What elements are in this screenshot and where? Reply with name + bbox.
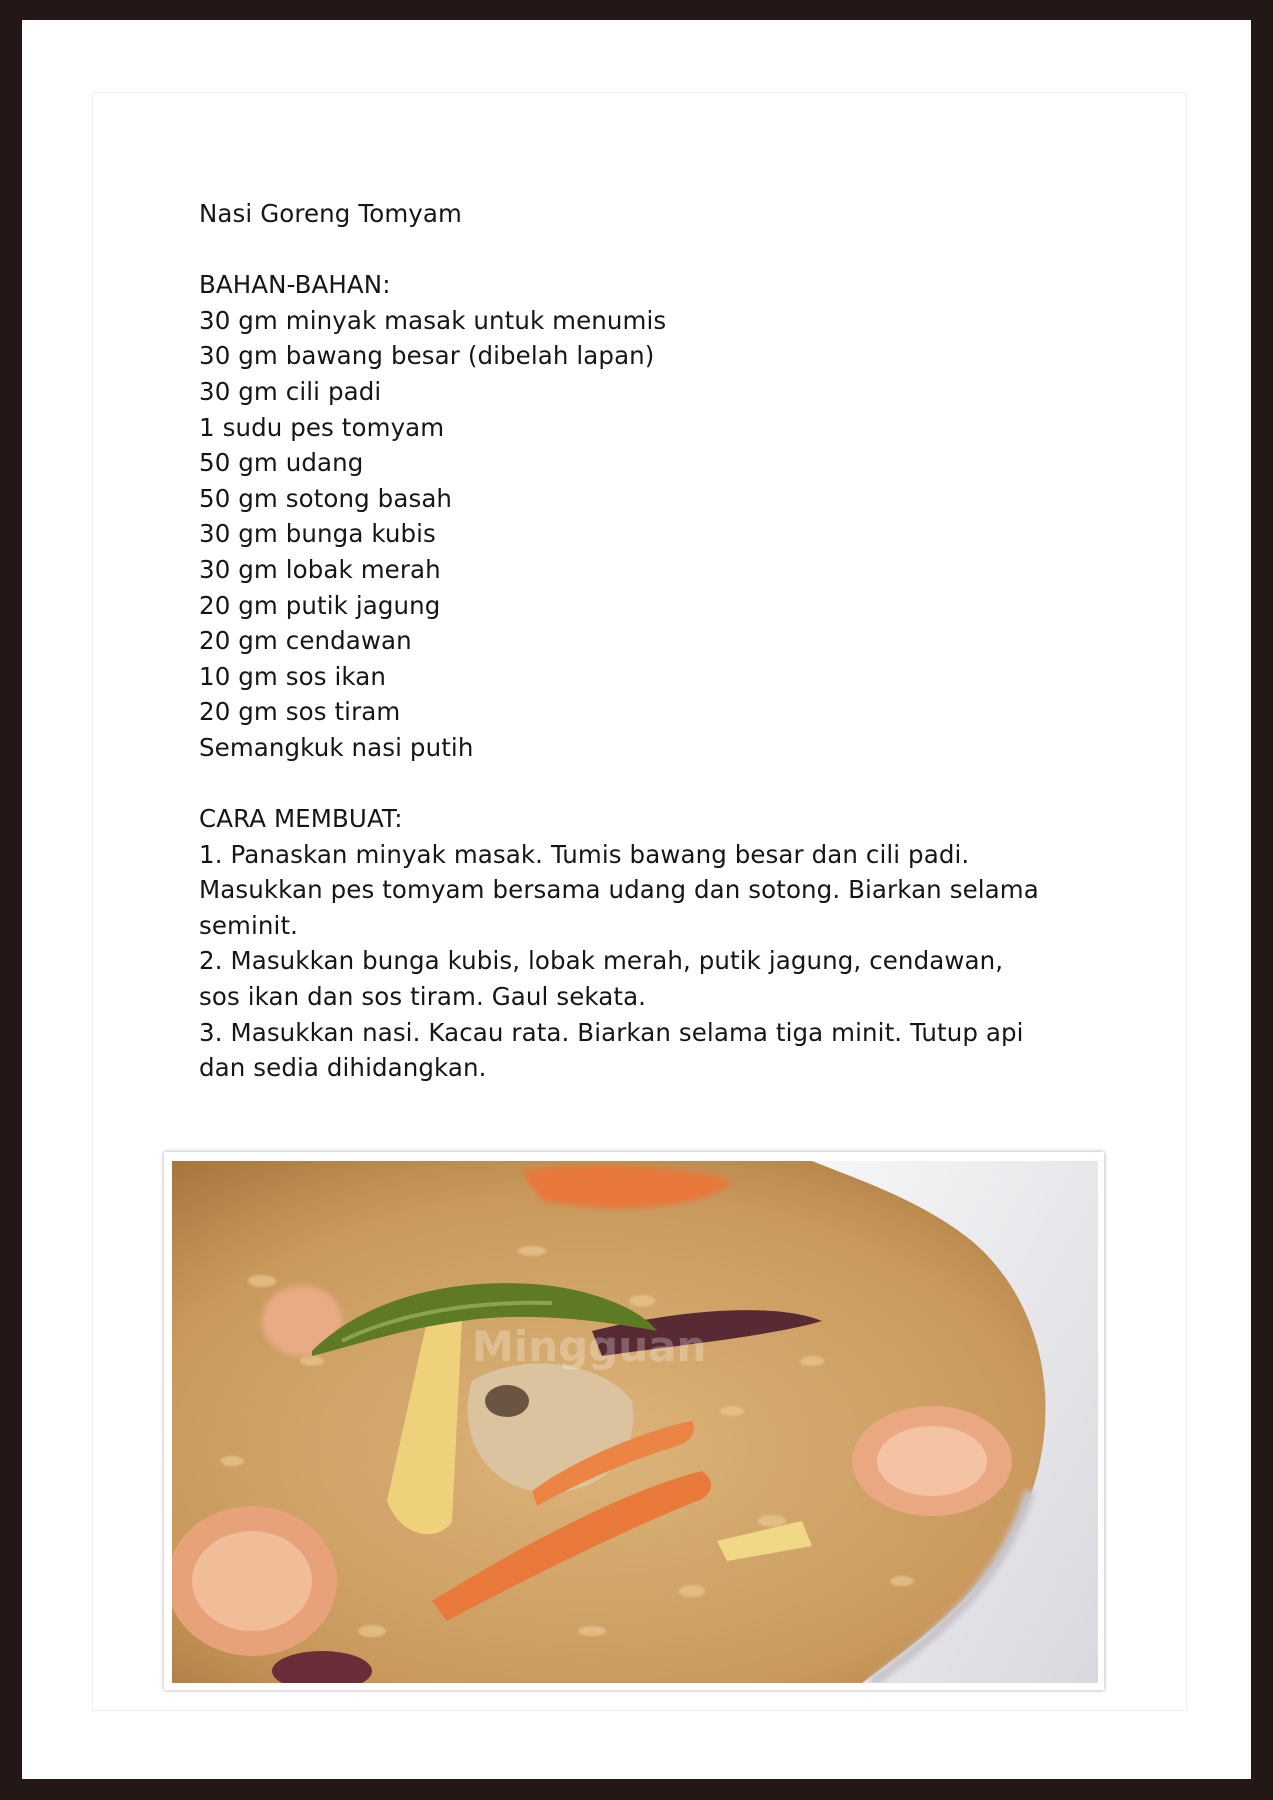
food-photo [172,1161,1098,1683]
recipe-card [92,92,1187,1711]
ingredient-line: 30 gm bawang besar (dibelah lapan) [199,341,655,371]
recipe-text [199,196,1099,1086]
ingredient-line: Semangkuk nasi putih [199,732,474,762]
ingredient-line: 10 gm sos ikan [199,661,386,691]
method-heading: CARA MEMBUAT: [199,804,403,834]
method-line: 3. Masukkan nasi. Kacau rata. Biarkan selama tiga minit. Tutup api [199,1017,1024,1047]
ingredient-line: 20 gm sos tiram [199,697,401,727]
method-line: dan sedia dihidangkan. [199,1053,487,1083]
ingredient-line: 50 gm sotong basah [199,483,453,513]
ingredient-line: 1 sudu pes tomyam [199,412,445,442]
method-line: 2. Masukkan bunga kubis, lobak merah, putik jagung, cendawan, [199,946,1004,976]
food-photo-frame [164,1152,1104,1690]
ingredient-line: 50 gm udang [199,448,364,478]
method-line: 1. Panaskan minyak masak. Tumis bawang besar dan cili padi. [199,839,970,869]
ingredient-line: 30 gm bunga kubis [199,519,436,549]
recipe-title: Nasi Goreng Tomyam [199,199,462,228]
ingredient-line: 30 gm cili padi [199,376,382,406]
method-line: seminit. [199,910,299,940]
ingredient-line: 30 gm minyak masak untuk menumis [199,305,667,335]
method-line: Masukkan pes tomyam bersama udang dan sotong. Biarkan selama [199,875,1039,905]
food-photo-illustration [172,1161,1098,1683]
ingredient-line: 30 gm lobak merah [199,554,441,584]
method-line: sos ikan dan sos tiram. Gaul sekata. [199,982,647,1012]
ingredient-line: 20 gm cendawan [199,626,412,656]
photo-watermark: Mingguan [472,1322,707,1371]
ingredient-line: 20 gm putik jagung [199,590,441,620]
ingredients-heading: BAHAN-BAHAN: [199,270,391,300]
page [22,20,1251,1779]
